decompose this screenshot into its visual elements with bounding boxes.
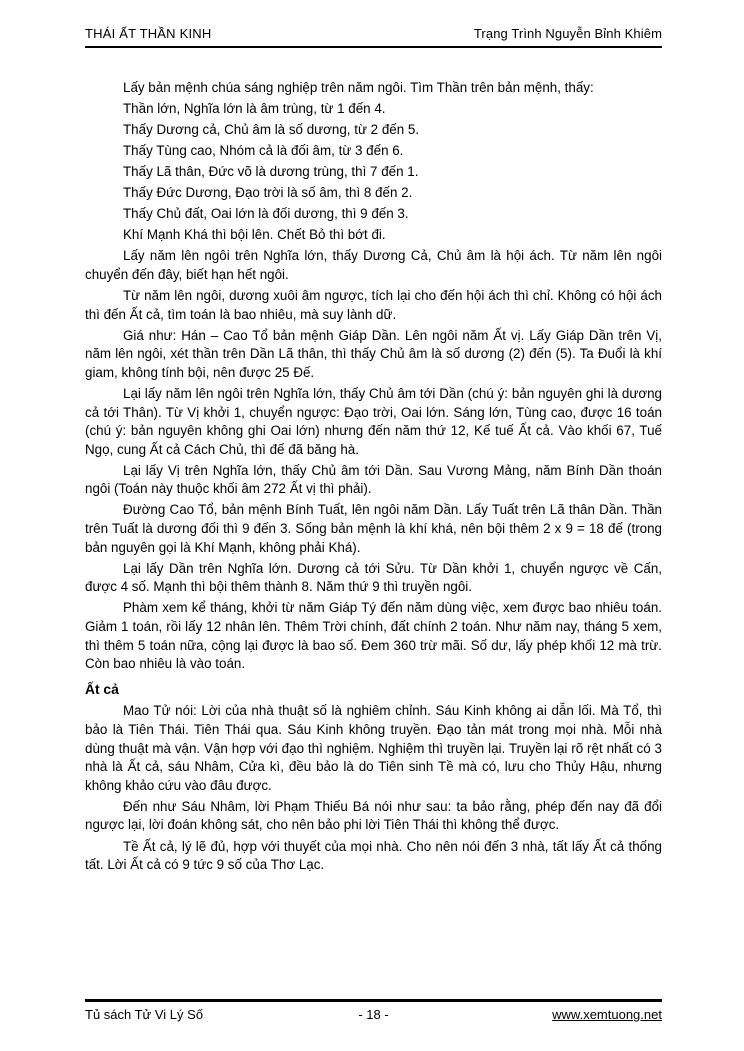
paragraph: Lấy năm lên ngôi trên Nghĩa lớn, thấy Dương Cả, Chủ âm là hội ách. Từ năm lên ngôi chuyển đến đây, biết hạn hết ngôi.	[85, 248, 662, 282]
footer-website-link[interactable]: www.xemtuong.net	[552, 1007, 662, 1022]
page-header	[85, 26, 662, 48]
list-line: Thấy Dương cả, Chủ âm là số dương, từ 2 đến 5.	[123, 121, 420, 137]
footer-page-number: - 18 -	[358, 1007, 389, 1022]
paragraph: Đến như Sáu Nhâm, lời Phạm Thiếu Bá nói như sau: ta bảo rằng, phép đến nay đã đổi ngược lại, lời đoán không sát, cho nên bảo phi lời Tiên Thái thì không thể được.	[85, 798, 662, 833]
paragraph: Lại lấy Vị trên Nghĩa lớn, thấy Chủ âm tới Dần. Sau Vương Mảng, năm Bính Dần thoán ngôi (Toán này thuộc khối âm 272 Ất vị thì phải).	[85, 462, 662, 497]
paragraph: Lại lấy Dần trên Nghĩa lớn. Dương cả tới Sửu. Từ Dần khởi 1, chuyển ngược về Cấn, được 4 số. Mạnh thì bội thêm thành 8. Năm thứ 9 thì truyền ngôi.	[85, 560, 662, 595]
paragraph: Lại lấy năm lên ngôi trên Nghĩa lớn, thấy Chủ âm tới Dần (chú ý: bản nguyên ghi là dương cả tới Thân). Từ Vị khởi 1, chuyển ngược: Đạo trời, Oai lớn. Sáng lớn, Tùng cao, được 16 toán (chú ý: bản nguyên không ghi Oai lớn) nhưng đến năm thứ 12, Kế tuế Ất cả. Vào khối 67, Tuế Ngọ, cung Ất cả Cách Chủ, thì đế đã băng hà.	[85, 385, 662, 457]
list-line: Thấy Tùng cao, Nhóm cả là đối âm, từ 3 đến 6.	[123, 142, 404, 158]
header-book-title: THÁI ẤT THẦN KINH	[85, 26, 212, 41]
paragraph: Tề Ất cả, lý lẽ đủ, hợp với thuyết của mọi nhà. Cho nên nói đến 3 nhà, tất lấy Ất cả thống tất. Lời Ất cả có 9 tức 9 số của Thơ Lạc.	[85, 838, 662, 873]
section-heading: Ất cả	[85, 681, 119, 697]
list-line: Khí Mạnh Khá thì bội lên. Chết Bỏ thì bớt đi.	[123, 227, 386, 243]
paragraph: Từ năm lên ngôi, dương xuôi âm ngược, tích lại cho đến hội ách thì chỉ. Không có hội ách thì đến Ất cả, tìm toán là bao nhiêu, mà suy lành dữ.	[85, 287, 662, 322]
paragraph: Đường Cao Tổ, bản mệnh Bính Tuất, lên ngôi năm Dần. Lấy Tuất trên Lã thân Dần. Thần trên Tuất là dương đối thì 9 đến 3. Sống bản mệnh là khí khá, nên bội thêm 2 x 9 = 18 đế (trong bản nguyên gọi là Khí Mạnh, không phải Khá).	[85, 502, 662, 555]
paragraph: Mao Tử nói: Lời của nhà thuật số là nghiêm chỉnh. Sáu Kinh không ai dẫn lối. Mà Tổ, thì bảo là Tiên Thái. Tiên Thái qua. Sáu Kinh không truyền. Đạo tản mát trong mọi nhà. Mỗi nhà dùng thuật mà vận. Vận hợp với đạo thì nghiệm. Nghiệm thì truyền lại. Truyền lại rõ rệt nhất có 3 nhà là Ất cả, sáu Nhâm, Cửa kì, đều bảo là do Tiên sinh Tề mà có, lưu cho Thủy Hậu, nhưng không khảo cứu vào đâu được.	[85, 703, 662, 793]
paragraph: Phàm xem kể tháng, khởi từ năm Giáp Tý đến năm dùng việc, xem được bao nhiêu toán. Giảm 1 toán, rồi lấy 12 nhân lên. Thêm Trời chính, đất chính 2 toán. Như năm nay, tháng 5 xem, thì thêm 5 toán nữa, cộng lại được là bao số. Đem 360 trừ mãi. Số dư, lấy phép khối 12 mà trừ. Còn bao nhiêu là vào toán.	[85, 600, 662, 672]
document-body	[85, 76, 662, 877]
list-line: Thấy Chủ đất, Oai lớn là đối dương, thì 9 đến 3.	[123, 206, 409, 222]
header-author: Trạng Trình Nguyễn Bỉnh Khiêm	[473, 26, 662, 41]
list-line: Thấy Lã thân, Đức võ là dương trùng, thì 7 đến 1.	[123, 163, 419, 179]
paragraph: Lấy bản mệnh chúa sáng nghiệp trên năm ngôi. Tìm Thần trên bản mệnh, thấy:	[123, 79, 594, 95]
footer-series-title: Tủ sách Tử Vi Lý Số	[85, 1007, 204, 1022]
paragraph: Giá như: Hán – Cao Tổ bản mệnh Giáp Dần. Lên ngôi năm Ất vị. Lấy Giáp Dần trên Vị, năm lên ngôi, xét thần trên Dần Lã thân, thì thấy Chủ âm là số dương (2) đến (5). Ta Đuổi là khí giam, không tính bội, nên được 25 Đế.	[85, 327, 662, 380]
list-line: Thần lớn, Nghĩa lớn là âm trùng, từ 1 đến 4.	[123, 100, 386, 116]
page-footer	[85, 999, 662, 1022]
list-line: Thấy Đức Dương, Đạo trời là số âm, thì 8 đến 2.	[123, 184, 413, 200]
